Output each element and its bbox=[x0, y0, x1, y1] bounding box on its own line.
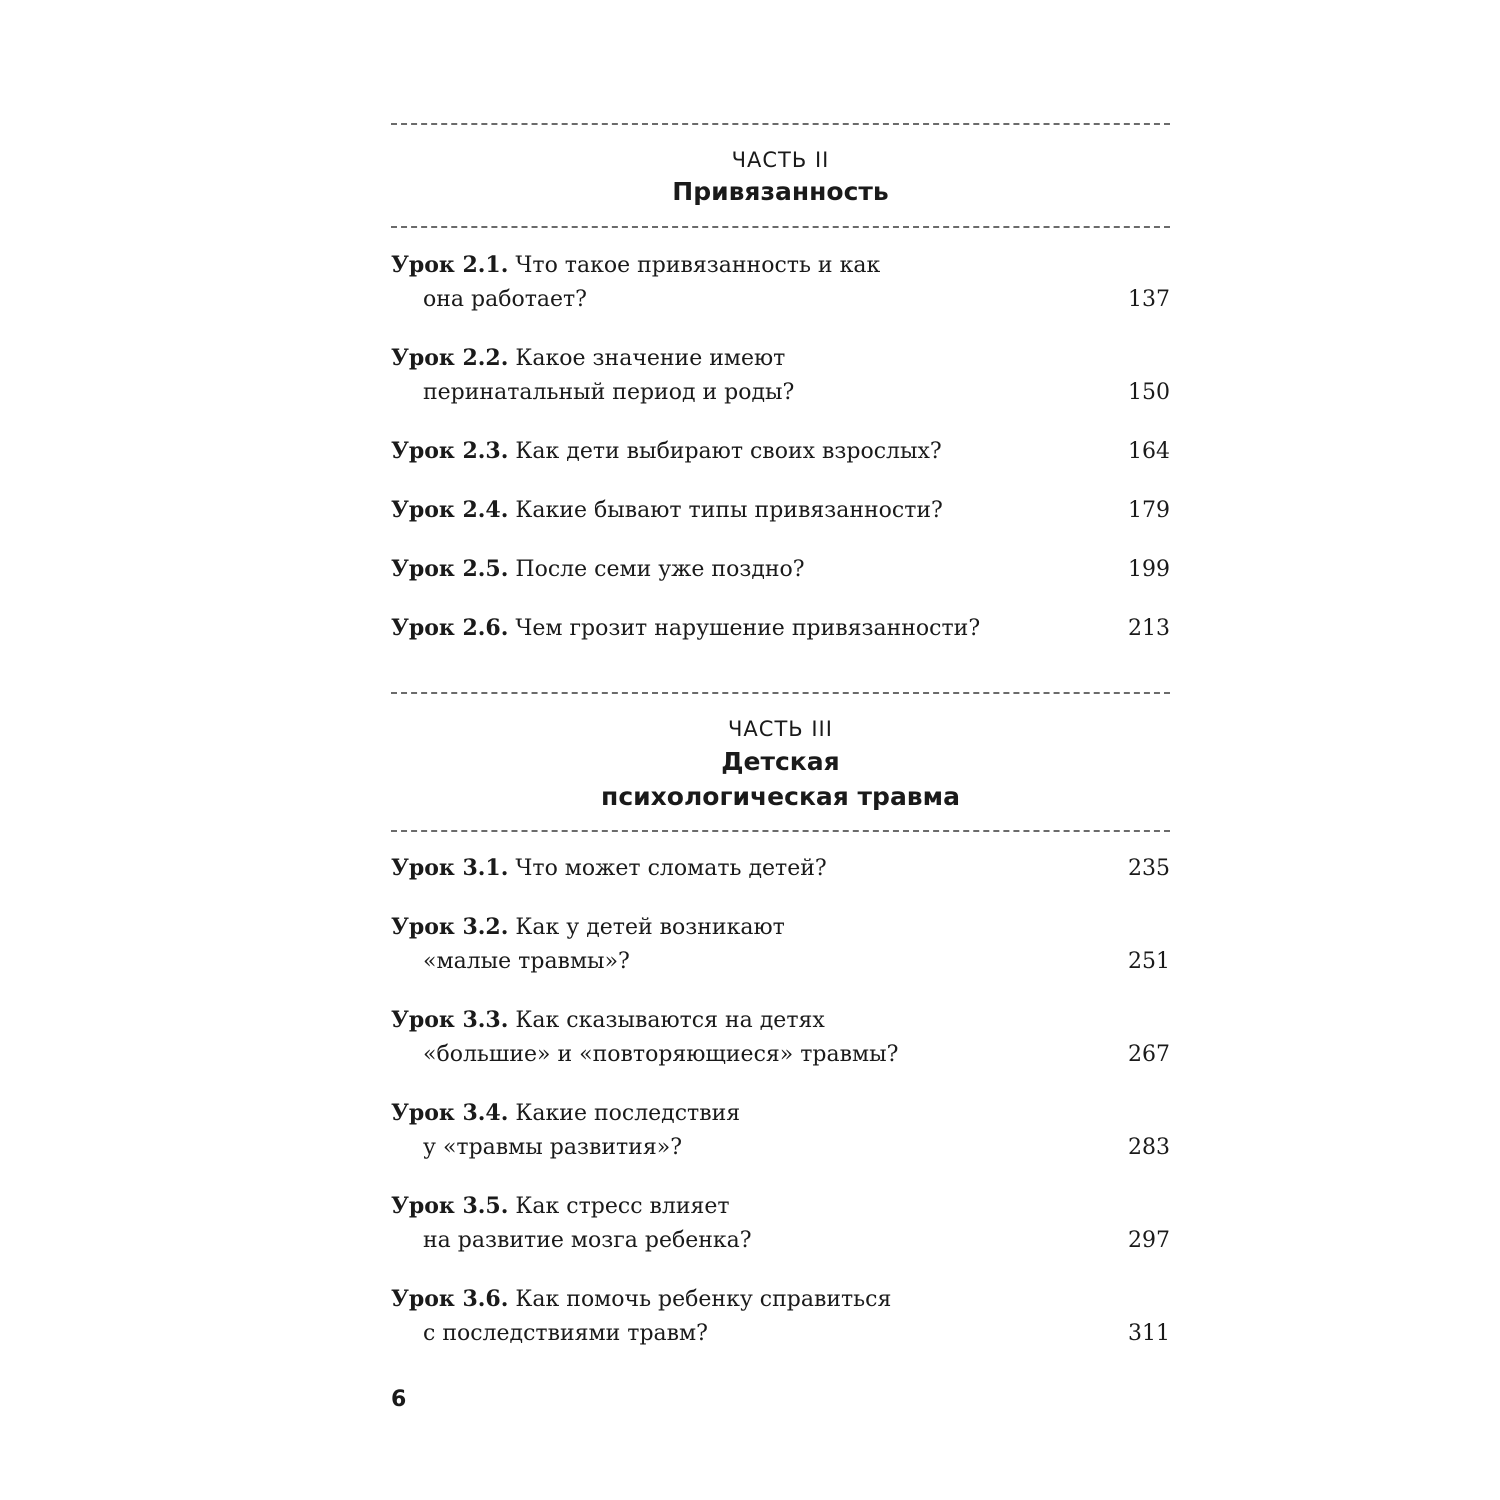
divider-bottom-part-2 bbox=[391, 226, 1170, 228]
lesson-number: Урок 3.5. bbox=[391, 1193, 509, 1219]
toc-page bbox=[391, 0, 1170, 1500]
page-number: 267 bbox=[1128, 1042, 1170, 1067]
lesson-number: Урок 3.3. bbox=[391, 1007, 509, 1033]
page-number: 199 bbox=[1128, 557, 1170, 582]
lesson-title: Какие последствия bbox=[515, 1101, 741, 1126]
part-3-title-line1: Детская bbox=[721, 747, 840, 776]
part-3-label: ЧАСТЬ III bbox=[728, 717, 833, 741]
folio-page-number: 6 bbox=[391, 1387, 407, 1412]
lesson-title: После семи уже поздно? bbox=[515, 557, 805, 582]
lesson-number: Урок 3.4. bbox=[391, 1100, 509, 1126]
page-number: 297 bbox=[1128, 1228, 1170, 1253]
lesson-title: Как сказываются на детях bbox=[515, 1008, 825, 1033]
page-number: 251 bbox=[1128, 949, 1170, 974]
toc-entry-2-1[interactable] bbox=[391, 248, 1170, 317]
lesson-number: Урок 2.3. bbox=[391, 438, 509, 464]
lesson-title-cont: перинатальный период и роды? bbox=[423, 380, 795, 405]
lesson-number: Урок 2.2. bbox=[391, 345, 509, 371]
lesson-number: Урок 2.1. bbox=[391, 252, 509, 278]
lesson-title-cont: она работает? bbox=[423, 287, 587, 312]
part-2-label: ЧАСТЬ II bbox=[731, 148, 830, 172]
lesson-title: Как стресс влияет bbox=[515, 1194, 730, 1219]
toc-entry-3-5[interactable] bbox=[391, 1189, 1170, 1258]
lesson-number: Урок 2.6. bbox=[391, 615, 509, 641]
toc-entry-2-5[interactable] bbox=[391, 552, 1170, 587]
lesson-title: Что может сломать детей? bbox=[515, 856, 827, 881]
divider-top-part-2 bbox=[391, 123, 1170, 125]
page-number: 137 bbox=[1128, 287, 1170, 312]
lesson-number: Урок 3.6. bbox=[391, 1286, 509, 1312]
page-number: 150 bbox=[1128, 380, 1170, 405]
lesson-title: Какое значение имеют bbox=[515, 346, 786, 371]
toc-entry-3-2[interactable] bbox=[391, 910, 1170, 979]
part-3-title-line2: психологическая травма bbox=[601, 782, 960, 811]
toc-entry-3-4[interactable] bbox=[391, 1096, 1170, 1165]
lesson-number: Урок 2.5. bbox=[391, 556, 509, 582]
lesson-title: Какие бывают типы привязанности? bbox=[515, 498, 943, 523]
toc-entry-2-4[interactable] bbox=[391, 493, 1170, 528]
part-2-title: Привязанность bbox=[672, 177, 889, 206]
toc-entry-3-6[interactable] bbox=[391, 1282, 1170, 1351]
page-number: 164 bbox=[1128, 439, 1170, 464]
divider-bottom-part-3 bbox=[391, 830, 1170, 832]
page-number: 235 bbox=[1128, 856, 1170, 881]
toc-entry-2-6[interactable] bbox=[391, 611, 1170, 646]
toc-entry-3-1[interactable] bbox=[391, 851, 1170, 886]
lesson-title: Как помочь ребенку справиться bbox=[515, 1287, 892, 1312]
lesson-title-cont: «малые травмы»? bbox=[423, 949, 630, 974]
toc-entry-2-2[interactable] bbox=[391, 341, 1170, 410]
lesson-title: Как у детей возникают bbox=[515, 915, 785, 940]
page-number: 213 bbox=[1128, 616, 1170, 641]
lesson-title: Как дети выбирают своих взрослых? bbox=[515, 439, 942, 464]
toc-entry-3-3[interactable] bbox=[391, 1003, 1170, 1072]
lesson-title-cont: у «травмы развития»? bbox=[423, 1135, 682, 1160]
lesson-number: Урок 3.2. bbox=[391, 914, 509, 940]
lesson-title-cont: с последствиями травм? bbox=[423, 1321, 708, 1346]
lesson-title: Чем грозит нарушение привязанности? bbox=[515, 616, 981, 641]
divider-top-part-3 bbox=[391, 692, 1170, 694]
page-number: 283 bbox=[1128, 1135, 1170, 1160]
lesson-title-cont: на развитие мозга ребенка? bbox=[423, 1228, 752, 1253]
page-number: 179 bbox=[1128, 498, 1170, 523]
lesson-title-cont: «большие» и «повторяющиеся» травмы? bbox=[423, 1042, 899, 1067]
toc-entry-2-3[interactable] bbox=[391, 434, 1170, 469]
lesson-number: Урок 3.1. bbox=[391, 855, 509, 881]
lesson-title: Что такое привязанность и как bbox=[515, 253, 881, 278]
page-number: 311 bbox=[1128, 1321, 1170, 1346]
lesson-number: Урок 2.4. bbox=[391, 497, 509, 523]
